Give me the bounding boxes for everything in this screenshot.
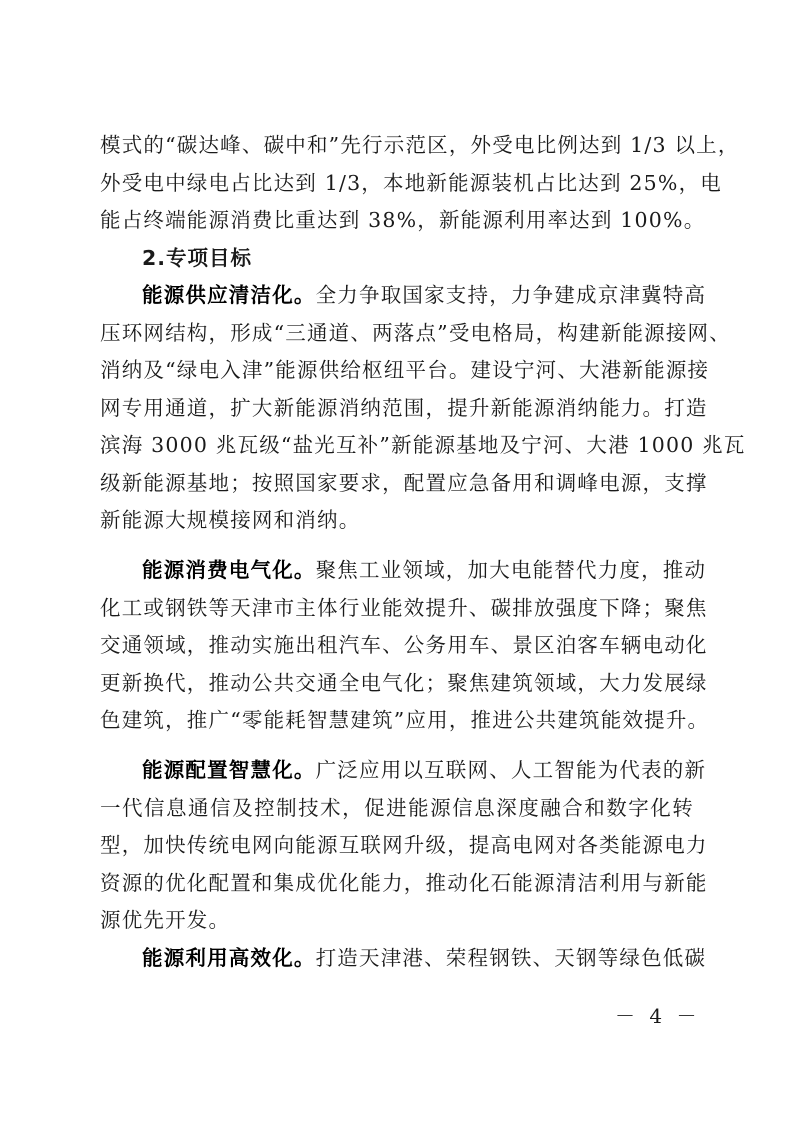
paragraph-text: 全力争取国家支持，力争建成京津冀特高 [315,283,707,307]
paragraph-title: 能源利用高效化。 [142,946,316,970]
paragraph-line: 一代信息通信及控制技术，促进能源信息深度融合和数字化转 [100,796,694,820]
paragraph-line: 交通领域，推动实施出租汽车、公务用车、景区泊客车辆电动化 [100,633,708,657]
paragraph-line: 资源的优化配置和集成优化能力，推动化石能源清洁利用与新能 [100,871,708,895]
paragraph-first-line [142,946,707,970]
paragraph-line: 新能源大规模接网和消纳。 [100,508,361,532]
paragraph-line: 色建筑，推广“零能耗智慧建筑”应用，推进公共建筑能效提升。 [100,708,710,732]
paragraph-text: 聚焦工业领域，加大电能替代力度，推动 [315,558,707,582]
paragraph-line: 化工或钢铁等天津市主体行业能效提升、碳排放强度下降；聚焦 [100,596,708,620]
paragraph-text: 广泛应用以互联网、人工智能为代表的新 [315,758,707,782]
intro-line: 外受电中绿电占比达到 1/3，本地新能源装机占比达到 25%，电 [100,171,722,195]
paragraph-line: 滨海 3000 兆瓦级“盐光互补”新能源基地及宁河、大港 1000 兆瓦 [100,433,746,457]
section-heading: 2.专项目标 [142,246,253,270]
paragraph-line: 型，加快传统电网向能源互联网升级，提高电网对各类能源电力 [100,833,708,857]
paragraph-title: 能源消费电气化。 [142,558,316,582]
paragraph-line: 消纳及“绿电入津”能源供给枢纽平台。建设宁河、大港新能源接 [100,358,710,382]
intro-line: 能占终端能源消费比重达到 38%，新能源利用率达到 100%。 [100,208,706,232]
paragraph-line: 更新换代，推动公共交通全电气化；聚焦建筑领域，大力发展绿 [100,671,708,695]
page-number: － 4 － [615,1004,701,1028]
paragraph-first-line [142,558,707,582]
paragraph-title: 能源配置智慧化。 [142,758,316,782]
paragraph-line: 压环网结构，形成“三通道、两落点”受电格局，构建新能源接网、 [100,321,731,345]
paragraph-text: 打造天津港、荣程钢铁、天钢等绿色低碳 [315,946,707,970]
intro-line: 模式的“碳达峰、碳中和”先行示范区，外受电比例达到 1/3 以上， [100,133,740,157]
paragraph-line: 源优先开发。 [100,908,231,932]
paragraph-line: 网专用通道，扩大新能源消纳范围，提升新能源消纳能力。打造 [100,396,708,420]
paragraph-title: 能源供应清洁化。 [142,283,316,307]
paragraph-first-line [142,283,707,307]
paragraph-first-line [142,758,707,782]
paragraph-line: 级新能源基地；按照国家要求，配置应急备用和调峰电源，支撑 [100,471,708,495]
